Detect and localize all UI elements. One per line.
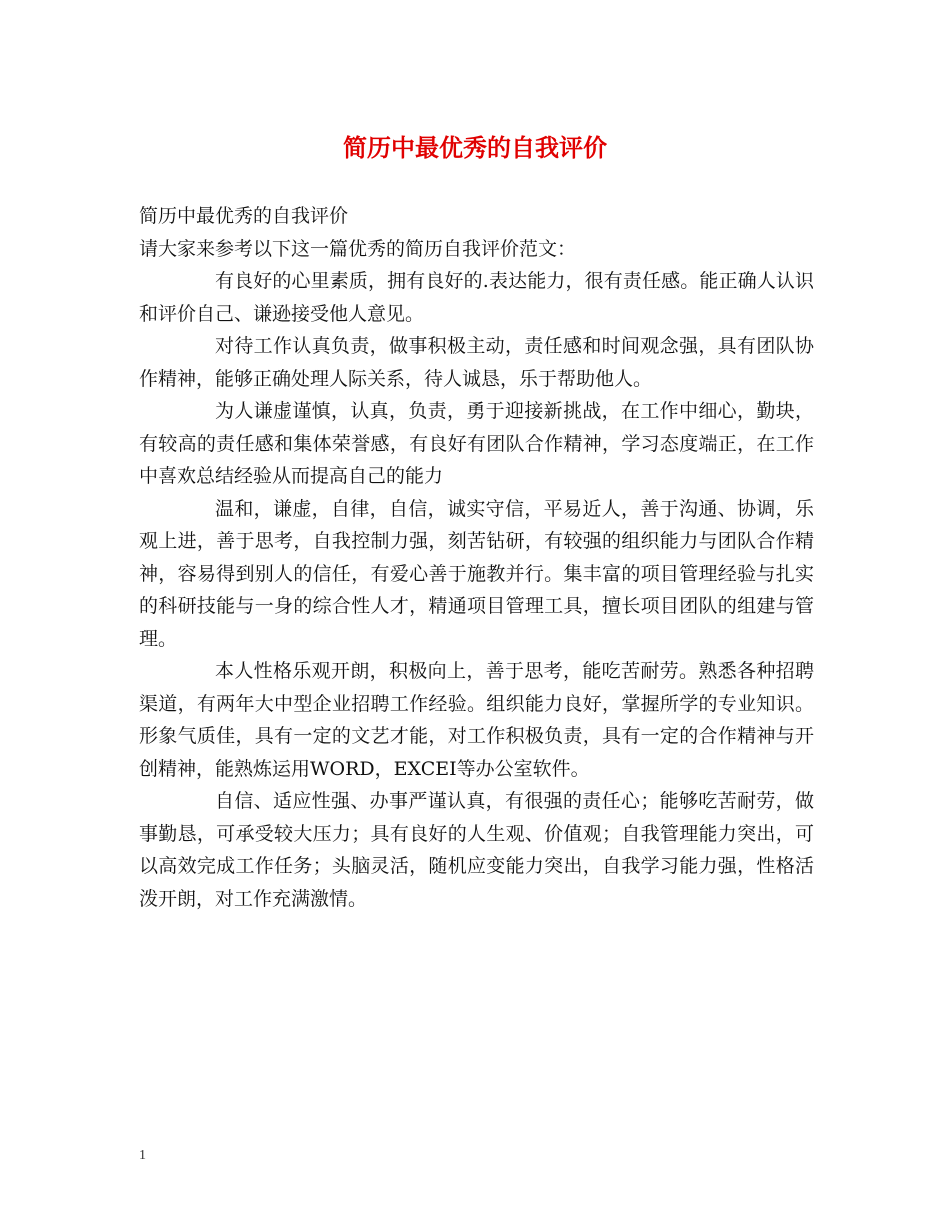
subtitle-line: 简历中最优秀的自我评价 — [139, 205, 349, 227]
document-body — [139, 200, 814, 915]
paragraph-5: 本人性格乐观开朗，积极向上，善于思考，能吃苦耐劳。熟悉各种招聘渠道，有两年大中型企业招聘工作经验。组织能力良好，掌握所学的专业知识。形象气质佳，具有一定的文艺才能，对工作积极负责，具有一定的合作精神与开创精神，能熟炼运用WORD，EXCEI等办公室软件。 — [139, 660, 814, 780]
paragraph-6: 自信、适应性强、办事严谨认真，有很强的责任心；能够吃苦耐劳，做事勤恳，可承受较大压力；具有良好的人生观、价值观；自我管理能力突出，可以高效完成工作任务；头脑灵活，随机应变能力突出，自我学习能力强，性格活泼开朗，对工作充满激情。 — [139, 790, 814, 910]
paragraph-1: 有良好的心里素质，拥有良好的.表达能力，很有责任感。能正确人认识和评价自己、谦逊接受他人意见。 — [139, 270, 814, 325]
page-number: 1 — [139, 1148, 146, 1163]
intro-line: 请大家来参考以下这一篇优秀的简历自我评价范文： — [139, 237, 577, 260]
paragraph-4: 温和，谦虚，自律，自信，诚实守信，平易近人，善于沟通、协调，乐观上进，善于思考，自我控制力强，刻苦钻研，有较强的组织能力与团队合作精神，容易得到别人的信任，有爱心善于施教并行。集丰富的项目管理经验与扎实的科研技能与一身的综合性人才，精通项目管理工具，擅长项目团队的组建与管理。 — [139, 497, 814, 650]
paragraph-3: 为人谦虚谨慎，认真，负责，勇于迎接新挑战，在工作中细心，勤块，有较高的责任感和集体荣誉感，有良好有团队合作精神，学习态度端正，在工作中喜欢总结经验从而提高自己的能力 — [139, 400, 814, 487]
document-title: 简历中最优秀的自我评价 — [343, 133, 607, 162]
paragraph-2: 对待工作认真负责，做事积极主动，责任感和时间观念强，具有团队协作精神，能够正确处理人际关系，待人诚恳，乐于帮助他人。 — [139, 335, 814, 390]
